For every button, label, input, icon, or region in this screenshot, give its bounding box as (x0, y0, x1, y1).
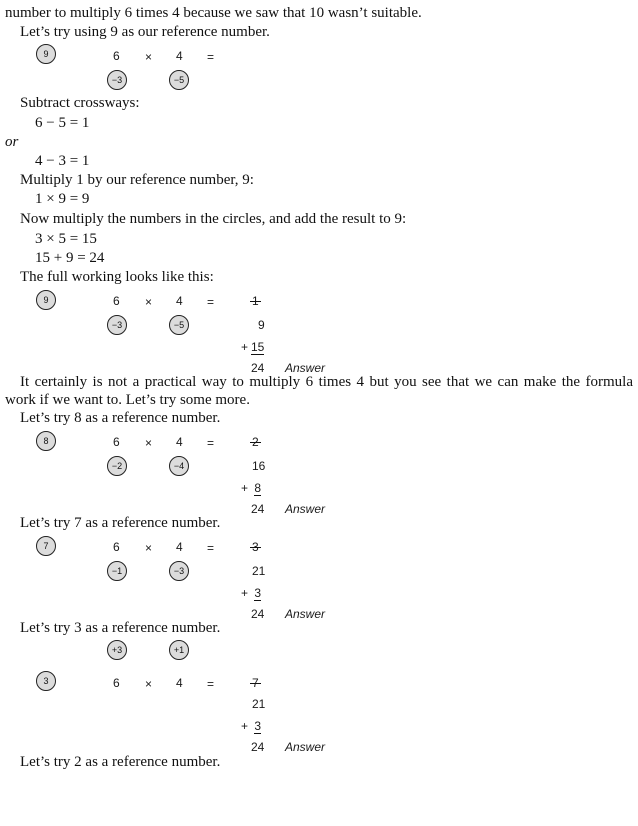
equals-sign: = (207, 50, 215, 64)
answer-label: Answer (285, 502, 326, 516)
times-sign: × (145, 295, 153, 309)
multiplicand: 6 (113, 49, 120, 63)
text-line: Subtract crossways: (20, 95, 140, 111)
text-line: Let’s try 3 as a reference number. (20, 620, 221, 636)
difference-circle: −2 (107, 456, 127, 476)
result: 24 (251, 502, 265, 516)
multiplier: 4 (176, 49, 183, 63)
difference-circle: −5 (169, 70, 189, 90)
plus-sign: + (241, 481, 249, 495)
reference-circle: 7 (36, 536, 56, 556)
partial-product: 21 (252, 564, 266, 578)
difference-circle: −4 (169, 456, 189, 476)
plus-sign: + (241, 340, 249, 354)
equals-sign: = (207, 541, 215, 555)
equals-sign: = (207, 677, 215, 691)
crossed-out-digit: 1 (252, 294, 259, 308)
text-line: Let’s try 2 as a reference number. (20, 754, 221, 770)
equals-sign: = (207, 436, 215, 450)
result: 24 (251, 607, 265, 621)
multiplier: 4 (176, 435, 183, 449)
times-sign: × (145, 50, 153, 64)
equation-line: 15 + 9 = 24 (35, 250, 105, 266)
times-sign: × (145, 436, 153, 450)
multiplicand: 6 (113, 294, 120, 308)
text-line: Multiply 1 by our reference number, 9: (20, 172, 254, 188)
reference-circle: 9 (36, 290, 56, 310)
difference-circle: +1 (169, 640, 189, 660)
added-product: 3 (254, 586, 262, 600)
added-product: 15 (251, 340, 265, 354)
difference-circle: −3 (107, 70, 127, 90)
multiplier: 4 (176, 676, 183, 690)
difference-circle: −3 (107, 315, 127, 335)
difference-circle: −1 (107, 561, 127, 581)
times-sign: × (145, 677, 153, 691)
multiplicand: 6 (113, 435, 120, 449)
reference-circle: 3 (36, 671, 56, 691)
text-line: Let’s try 8 as a reference number. (20, 410, 221, 426)
text-line: Now multiply the numbers in the circles, and add the result to 9: (20, 211, 407, 227)
multiplier: 4 (176, 294, 183, 308)
text-line: number to multiply 6 times 4 because we saw that 10 wasn’t suitable. (5, 5, 422, 21)
added-product: 3 (254, 719, 262, 733)
crossed-out-digit: 2 (252, 435, 259, 449)
equation-line: 6 − 5 = 1 (35, 115, 90, 131)
paragraph: It certainly is not a practical way to multiply 6 times 4 but you see that we can make the formula work if we want to. Let’s try some more. (5, 374, 633, 408)
crossed-out-digit: 3 (252, 540, 259, 554)
plus-sign: + (241, 719, 249, 733)
text-line: Let’s try 7 as a reference number. (20, 515, 221, 531)
multiplicand: 6 (113, 676, 120, 690)
partial-product: 21 (252, 697, 266, 711)
reference-circle: 8 (36, 431, 56, 451)
multiplicand: 6 (113, 540, 120, 554)
times-sign: × (145, 541, 153, 555)
difference-circle: −5 (169, 315, 189, 335)
equals-sign: = (207, 295, 215, 309)
crossed-out-digit: 7 (252, 676, 259, 690)
difference-circle: −3 (169, 561, 189, 581)
answer-label: Answer (285, 607, 326, 621)
difference-circle: +3 (107, 640, 127, 660)
partial-product: 16 (252, 459, 266, 473)
answer-label: Answer (285, 740, 326, 754)
added-product: 8 (254, 481, 262, 495)
equation-line: 3 × 5 = 15 (35, 231, 97, 247)
text-line: or (5, 134, 19, 150)
partial-product: 9 (258, 318, 265, 332)
result: 24 (251, 740, 265, 754)
text-line: The full working looks like this: (20, 269, 214, 285)
equation-line: 1 × 9 = 9 (35, 191, 90, 207)
plus-sign: + (241, 586, 249, 600)
text-line: Let’s try using 9 as our reference number. (20, 24, 270, 40)
answer-label: Answer (285, 361, 326, 375)
result: 24 (251, 361, 265, 375)
multiplier: 4 (176, 540, 183, 554)
equation-line: 4 − 3 = 1 (35, 153, 90, 169)
reference-circle: 9 (36, 44, 56, 64)
